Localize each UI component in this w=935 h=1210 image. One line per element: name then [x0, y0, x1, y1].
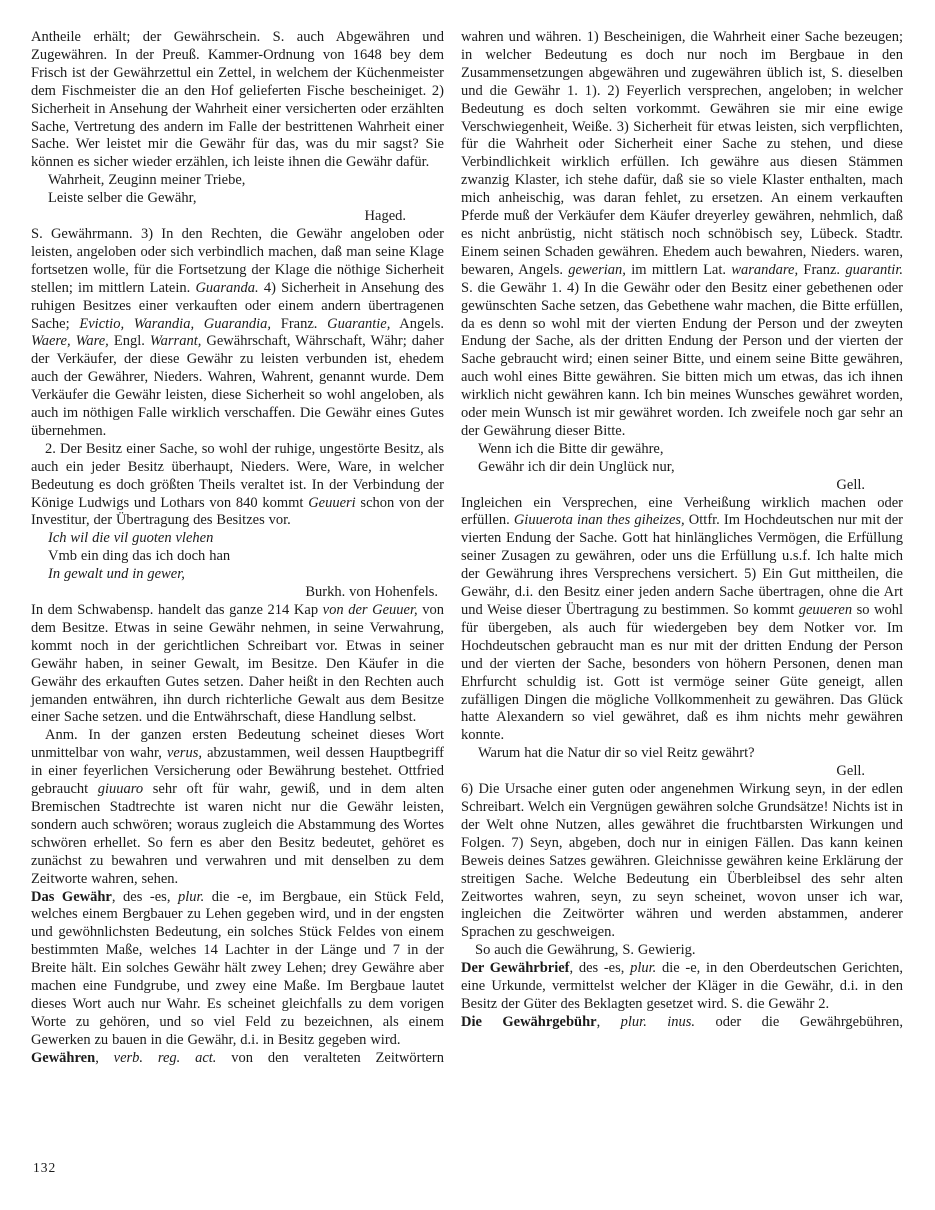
text-segment: von den veralteten Zeitwörtern	[216, 1049, 444, 1066]
text-segment: verb. reg. act.	[113, 1049, 217, 1066]
text-segment: Gewähr ich dir dein Unglück nur,	[478, 458, 675, 475]
text-segment: Franz.	[271, 315, 328, 332]
page-number: 132	[33, 1160, 57, 1175]
verse-line	[31, 566, 444, 584]
text-segment: In dem Schwabensp. handelt das ganze 214 Kap	[31, 602, 323, 618]
text-segment: Engl.	[108, 333, 150, 350]
text-segment: Antheile erhält; der Gewährschein. S. auch Abgewähren und Zugewähren. In der Preuß. Kammer-Ordnung von 1648 bey dem Frisch ist der Gewährzettul ein Zettel, in welchem der Küchenmeister dem Fischmeister die an den Hof gelieferten Fische bescheiniget. 2) Sicherheit in Ansehung der Wahrheit einer versicherten oder erzählten Sache, Vertretung des andern im Falle der bestrittenen Wahrheit einer Sache. Wer leistet mir die Gewähr für das, was du mir sagst? Sie können es sicher wieder erzählen, ich leiste ihnen die Gewähr dafür.	[31, 29, 444, 171]
text-segment: S. Gewährmann. 3) In den Rechten, die Gewähr angeloben oder leisten, angeloben oder sich verbindlich machen, daß man seine Klage fortsetzen wolle, für die Fortsetzung der Klage die nöthige Sicherheit stellen; im mittlern Latein.	[31, 225, 444, 296]
text-segment: guarantir.	[845, 261, 904, 278]
paragraph	[31, 602, 444, 727]
verse-line	[461, 459, 903, 477]
text-segment: plur.	[630, 960, 657, 977]
text-segment: Waere, Ware,	[31, 333, 109, 350]
text-segment: plur. inus.	[620, 1013, 696, 1030]
text-segment: Vmb ein ding das ich doch han	[48, 548, 231, 565]
text-segment: , des -es,	[111, 888, 178, 905]
paragraph	[461, 495, 903, 746]
text-segment: abzustammen, weil dessen Hauptbegriff in einer feyerlichen Versicherung oder Bewährung bestehet. Ottfried gebraucht	[31, 745, 444, 798]
paragraph	[461, 1014, 903, 1032]
text-segment: Das Gewähr	[31, 888, 112, 905]
verse-line	[461, 441, 903, 459]
text-segment: Angels.	[390, 315, 444, 332]
text-segment: Warum hat die Natur dir so viel Reitz gewährt?	[478, 745, 755, 762]
text-segment: Evictio, Warandia, Guarandia,	[79, 315, 272, 332]
paragraph	[31, 29, 444, 172]
text-segment: von dem Besitze. Etwas in seine Gewähr nehmen, in seine Verwahrung, kommt noch in der gerichtlichen Schreibart vor. Etwas in seiner Gewähr haben, in seiner Gewalt, im Besitze. Den Käufer in die Gewähr des erkauften Gutes setzen. Daher heißt in den Rechten auch jemanden entwähren, ihn durch richterliche Gewalt aus dem Besitze einer Sache setzen. und die Entwährschaft, diese Handlung selbst.	[31, 602, 444, 726]
paragraph	[461, 942, 903, 960]
text-segment: schon von der Investitur, der Übertragung des Besitzes vor.	[31, 494, 444, 529]
text-segment: S. die Gewähr 1. 4) In die Gewähr oder den Besitz einer gebethenen oder gewünschten Sache setzen, das Gebethene wahr machen, die Bitte erfüllen, da es denn so wohl mit der vierten Endung der Person und der zweyten Endung der Sache, als der dritten Endung der Person und der vierten der Sache gebraucht wird; einen seiner Bitte, und einem seine Bitte gewähren, auch wohl eines Bitte gewähren. Sie bitten mich um etwas, das ich ihnen wirklich nicht gewähren kann. Ich bin meines Wunsches gewähret worden, oder mein Wunsch ist mir gewähret worden. Ich zweifele noch gar sehr an der Gewährung dieser Bitte.	[461, 279, 903, 439]
text-segment: oder die Gewährgebühren,	[695, 1013, 903, 1030]
text-segment: Leiste selber die Gewähr,	[48, 190, 197, 207]
text-segment: 4) Sicherheit in Ansehung des ruhigen Besitzes einer verkauften oder einem andern übertragenen Sache;	[31, 279, 445, 332]
text-segment: von der Geuuer,	[322, 602, 418, 618]
text-segment: plur.	[178, 888, 205, 905]
text-segment: so wohl für übergeben, als auch für wiedergeben bey dem Notker vor. Im Hochdeutschen gebraucht man es nur mit der dritten Endung der Person und der vierten der Sache, besonders von höhern Personen, denen man Ehrfurcht schuldig ist. Gott ist vermöge seiner Güte geneigt, allen zufälligen Dingen die mögliche Vollkommenheit zu gewähren. Das Glück hatte Alexandern so viel gewähret, daß es ihm nichts mehr gewähren konnte.	[461, 602, 903, 744]
paragraph	[31, 727, 444, 888]
paragraph	[31, 889, 444, 1050]
text-segment: Gell.	[836, 763, 865, 780]
text-segment: Guarantie,	[327, 315, 391, 332]
text-segment: Die Gewährgebühr	[461, 1013, 597, 1030]
verse-line	[31, 530, 444, 548]
text-segment: Gewähren	[31, 1049, 96, 1066]
text-segment: Gewährschaft, Währschaft, Währ; daher der Verkäufer, der diese Gewähr zu leisten verbunden ist, ehedem auch der Gewährer, Nieders. Wahren, Wahrent, genannt wurde. Dem Verkäufer die Gewähr leisten, diese Sicherheit so wohl angeloben, als auch im nöthigen Falle wirklich verschaffen. Die Gewähr eines Gutes übernehmen.	[31, 333, 444, 439]
text-segment: wahren und währen. 1) Bescheinigen, die Wahrheit einer Sache bezeugen; in welcher Bedeutung es doch nur noch im Bergbaue in den Zusammensetzungen abgewähren und zugewähren üblich ist, S. dieselben und die Gewähr 1. 1). 2) Feyerlich versprechen, angeloben; in welcher Bedeutung es doch selten vorkommt. Gewähren sie mir eine ewige Verschwiegenheit, Weiße. 3) Sicherheit für etwas leisten, sich verpflichten, für die Wahrheit oder Sicherheit einer Sache zu stehen, und diese Verbindlichkeit wirklich erfüllen. Ich gewähre aus diesen Stämmen zwanzig Klaster, ich stehe dafür, daß sie so viele Klaster enthalten, mach mich anheischig, was daran fehlet, zu ersetzen. An einem verkauften Pferde muß der Verkäufer dem Käufer dreyerley gewähren, nehmlich, daß es nicht anbrüstig, nicht stätisch noch schnöbisch sey, Lübeck. Stadtr. Einem seinen Schaden gewähren. Ehedem auch bewahren, Nieders. waren, bewaren, Angels.	[461, 29, 903, 278]
text-segment: giuuaro	[97, 781, 144, 798]
text-segment: die -e, im Bergbaue, ein Stück Feld, welches einem Bergbauer zu Lehen gegeben wird, und in der engsten und gewöhnlichsten Bedeutung, ein solches Stück Feldes von einem bestimmten Maße, welches 14 Lachter in der Länge und 7 in der Breite hält. Ein solches Gewähr hält zwey Lehen; drey Gewähre aber machen eine Fundgrube, und zwey eine Maße. Im Bergbaue lautet dieses Wort auch nur Wahr. Es scheinet gleichfalls zu dem vorigen Worte zu gehören, und so viel Feld zu bezeichnen, als einem Gewerken zu bauen in die Gewähr, d.i. in Besitz gegeben wird.	[31, 888, 445, 1048]
paragraph	[461, 960, 903, 1014]
text-segment: Ottfr. Im Hochdeutschen nur mit der vierten Endung der Sache. Gott hat hinlängliches Vermögen, die Erfüllung seiner Zusagen zu gewähren, oder uns die Erfüllung u.s.f. Ich halte mich der Gewährung ihres Versprechens versichert. 5) Ein Gut mittheilen, die Gewähr, d.i. den Besitz einer jeden andern Sache übertragen, ohne die Art und Weise dieser Übertragung zu bestimmen. So kommt	[461, 512, 903, 618]
paragraph	[461, 781, 903, 942]
verse-line	[31, 548, 444, 566]
text-segment: , des -es,	[569, 960, 631, 977]
text-segment: Der Gewährbrief	[461, 960, 570, 977]
text-segment: 2. Der Besitz einer Sache, so wohl der ruhige, ungestörte Besitz, als auch ein jeder Besitz überhaupt, Nieders. Were, Ware, in welcher Bedeutung es doch größten Theils veraltet ist. In der Verbindung der Könige Ludwigs und Lothars von 840 kommt	[31, 440, 444, 511]
text-segment: verus,	[166, 745, 202, 762]
text-segment: So auch die Gewährung, S. Gewierig.	[475, 942, 696, 959]
paragraph	[31, 441, 444, 531]
text-segment: Geuueri	[308, 494, 356, 511]
text-segment: Gell.	[836, 476, 865, 493]
text-segment: die -e, in den Oberdeutschen Gerichten, eine Urkunde, vermittelst welcher der Kläger in die Gewähr, d.i. in den Besitz der Güter des Beklagten gesetzet wird. S. die Gewähr 2.	[461, 960, 904, 1012]
text-segment: im mittlern Lat.	[625, 261, 732, 278]
text-segment: ,	[596, 1013, 621, 1030]
paragraph	[31, 1050, 444, 1068]
attribution	[461, 763, 903, 781]
text-segment: In gewalt und in gewer,	[48, 566, 185, 583]
text-segment: Wenn ich die Bitte dir gewähre,	[478, 440, 664, 457]
right-column	[461, 29, 903, 1068]
verse-line	[461, 745, 903, 763]
text-segment: Franz.	[798, 261, 846, 278]
attribution	[461, 477, 903, 495]
attribution	[31, 208, 444, 226]
text-segment: warandare,	[731, 261, 799, 278]
text-segment: Ich wil die vil guoten vlehen	[48, 530, 214, 547]
text-segment: sehr oft für wahr, gewiß, und in dem alten Bremischen Stadtrechte ist waren nicht nur die Gewähr leisten, sondern auch schwören; woraus zugleich die Abstammung des Wortes schwören erhellet. So fern es aber den Besitz bedeutet, gehöret es zunächst zu bewahren und verwahren und mit denselben zu dem Zeitworte wahren, sehen.	[31, 781, 444, 887]
verse-line	[31, 172, 444, 190]
text-segment: Ingleichen ein Versprechen, eine Verheißung wirklich machen oder erfüllen.	[461, 494, 903, 529]
text-segment: geuueren	[798, 602, 853, 618]
paragraph	[31, 226, 444, 441]
text-segment: gewerian,	[568, 261, 626, 278]
attribution	[31, 584, 444, 602]
verse-line	[31, 190, 444, 208]
text-segment: Giuuerota inan thes giheizes,	[513, 512, 685, 529]
text-segment: Anm. In der ganzen ersten Bedeutung scheinet dieses Wort unmittelbar von wahr,	[31, 727, 444, 762]
text-segment: 6) Die Ursache einer guten oder angenehmen Wirkung seyn, in der edlen Schreibart. Welch ein Vergnügen gewähren solche Grundsätze! Nichts ist in der Welt ohne Nutzen, alles gewähret die fruchtbarsten Wirkungen und Folgen. 7) Seyn, abgeben, doch nur in einigen Fällen. Das kann keinen Beweis deines Satzes gewähren. Gleichnisse gewähren keine Erklärung der streitigen Sache. Welche Bedeutung ein Überbleibsel des sehr alten Zeitwortes wahren, seyn, zu seyn scheinet, wovon unser ich war, ingleichen die Zeitwörter währen und werden abstammen, anderer Sprachen zu geschweigen.	[461, 781, 903, 941]
text-segment: Warrant,	[149, 333, 202, 350]
text-segment: Guaranda.	[195, 279, 259, 296]
paragraph	[461, 29, 903, 441]
text-segment: ,	[95, 1049, 114, 1066]
text-segment: Wahrheit, Zeuginn meiner Triebe,	[48, 172, 246, 189]
left-column	[31, 29, 444, 1068]
text-segment: Haged.	[364, 208, 406, 225]
text-segment: Burkh. von Hohenfels.	[305, 584, 438, 601]
